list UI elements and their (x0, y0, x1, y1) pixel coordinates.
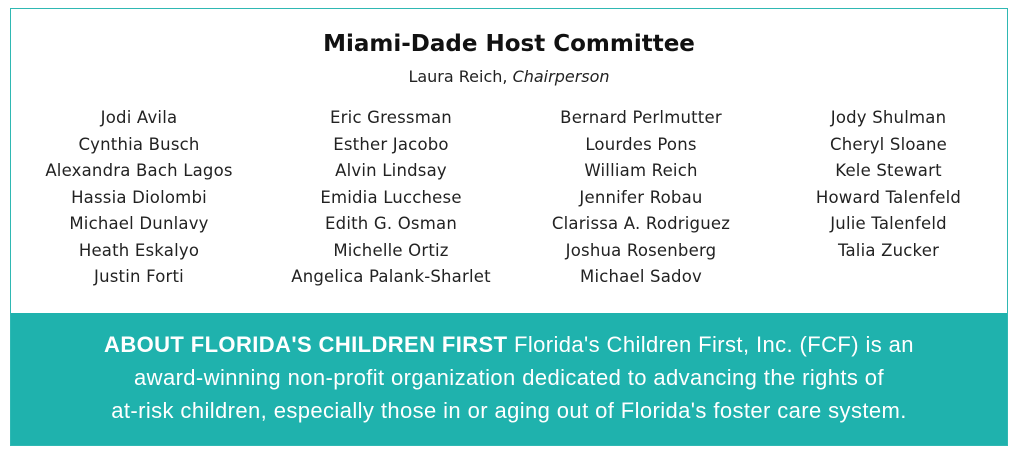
member-column-1 (29, 105, 249, 291)
member-name: Michael Dunlavy (69, 214, 209, 233)
member-columns (11, 105, 1009, 295)
chairperson-name: Laura Reich, (408, 67, 513, 86)
member-name: Alexandra Bach Lagos (45, 161, 233, 180)
member-name: Esther Jacobo (333, 134, 449, 154)
member-name: Kele Stewart (835, 161, 942, 180)
member-name: Jody Shulman (830, 108, 947, 127)
chairperson-line (11, 67, 1007, 86)
about-banner (11, 313, 1007, 445)
member-name: Hassia Diolombi (71, 187, 207, 207)
about-line-1 (11, 328, 1007, 361)
about-line-2: award-winning non-profit organization dedicated to advancing the rights of (134, 365, 884, 390)
chairperson-role: Chairperson (512, 67, 610, 86)
member-name: Michelle Ortiz (333, 240, 449, 260)
member-column-4 (781, 105, 996, 264)
member-name: William Reich (584, 161, 698, 180)
member-name: Joshua Rosenberg (565, 240, 717, 260)
member-name: Justin Forti (94, 267, 184, 286)
member-name: Jodi Avila (100, 108, 178, 127)
committee-title: Miami-Dade Host Committee (323, 31, 695, 57)
member-name: Edith G. Osman (325, 214, 457, 233)
member-name: Cynthia Busch (78, 134, 200, 154)
about-line-3: at-risk children, especially those in or aging out of Florida's foster care system. (111, 398, 907, 423)
member-name: Angelica Palank-Sharlet (291, 267, 491, 286)
member-name: Howard Talenfeld (815, 187, 962, 207)
member-name: Bernard Perlmutter (560, 108, 722, 127)
member-name: Clarissa A. Rodriguez (551, 214, 731, 233)
member-name: Cheryl Sloane (830, 134, 947, 154)
member-name: Emidia Lucchese (320, 187, 462, 207)
member-column-2 (276, 105, 506, 291)
member-name: Lourdes Pons (585, 134, 697, 154)
member-name: Eric Gressman (330, 108, 452, 127)
member-name: Michael Sadov (580, 267, 702, 286)
committee-card (10, 8, 1008, 446)
about-heading: ABOUT FLORIDA'S CHILDREN FIRST (104, 332, 508, 357)
about-text-1: Florida's Children First, Inc. (FCF) is an (507, 332, 914, 357)
member-name: Heath Eskalyo (78, 240, 200, 260)
member-column-3 (531, 105, 751, 291)
member-name: Jennifer Robau (579, 187, 703, 207)
member-name: Julie Talenfeld (830, 214, 947, 233)
member-name: Alvin Lindsay (335, 161, 447, 180)
member-name: Talia Zucker (837, 240, 940, 260)
